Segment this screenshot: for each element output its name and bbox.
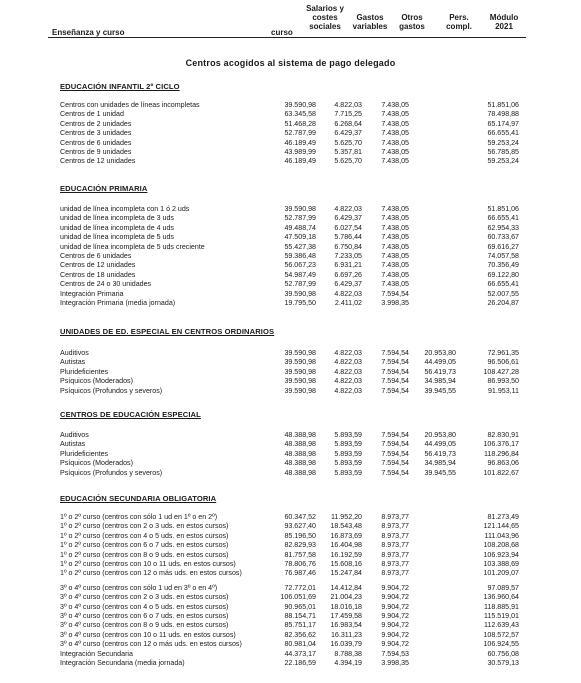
cell-modulo: 59.253,24 (487, 138, 519, 147)
cell-gastos-variables: 5.893,59 (334, 449, 362, 458)
row-label: unidad de línea incompleta de 4 uds (60, 223, 174, 232)
cell-modulo: 108.572,57 (483, 630, 519, 639)
cell-salarios: 51.468,28 (284, 119, 316, 128)
cell-salarios: 39.590,98 (284, 205, 316, 213)
row-label: Plurideficientes (60, 367, 109, 376)
cell-gastos-variables: 11.952,20 (330, 513, 362, 521)
cell-modulo: 66.655,41 (487, 280, 519, 289)
cell-otros-gastos: 9.904,72 (381, 593, 409, 602)
cell-salarios: 39.590,98 (284, 101, 316, 109)
table-row (0, 513, 581, 522)
cell-salarios: 54.987,49 (284, 270, 316, 279)
cell-otros-gastos: 7.438,05 (381, 233, 409, 242)
cell-modulo: 51.851,06 (487, 101, 519, 109)
cell-pers-compl: 34.985,94 (424, 377, 456, 386)
table-row (0, 560, 581, 569)
cell-otros-gastos: 7.438,05 (381, 110, 409, 119)
cell-otros-gastos: 8.973,77 (381, 522, 409, 531)
cell-modulo: 118.296,84 (484, 449, 519, 458)
cell-modulo: 96.863,06 (487, 459, 519, 468)
cell-modulo: 52.007,55 (487, 289, 519, 298)
row-label: unidad de línea incompleta de 5 uds creciente (60, 242, 205, 251)
cell-otros-gastos: 3.998,35 (381, 299, 409, 307)
cell-gastos-variables: 15.608,16 (330, 560, 362, 568)
cell-otros-gastos: 7.438,05 (381, 242, 409, 251)
section-title: UNIDADES DE ED. ESPECIAL EN CENTROS ORDINARIOS (60, 327, 275, 336)
cell-salarios: 82.356,62 (284, 630, 316, 639)
cell-otros-gastos: 7.594,54 (381, 289, 409, 298)
table-row (0, 358, 581, 367)
cell-gastos-variables: 6.697,26 (334, 270, 362, 279)
cell-gastos-variables: 6.750,84 (334, 242, 362, 251)
cell-otros-gastos: 9.904,72 (381, 621, 409, 630)
row-label: unidad de línea incompleta de 3 uds (60, 214, 174, 223)
cell-gastos-variables: 5.893,59 (334, 431, 362, 439)
cell-salarios: 49.488,74 (284, 223, 316, 232)
cell-otros-gastos: 7.438,05 (381, 138, 409, 147)
cell-salarios: 44.373,17 (284, 649, 316, 658)
table-row (0, 387, 581, 396)
cell-modulo: 86.993,50 (487, 377, 519, 386)
cell-otros-gastos: 9.904,72 (381, 612, 409, 620)
cell-salarios: 48.388,98 (284, 468, 316, 477)
cell-salarios: 52.787,99 (284, 214, 316, 223)
cell-salarios: 46.189,49 (284, 157, 316, 166)
row-label: Plurideficientes (60, 449, 109, 458)
header-col-gastos: Gastos variables (352, 13, 388, 31)
cell-otros-gastos: 7.438,05 (381, 214, 409, 223)
cell-modulo: 82.830,91 (487, 431, 519, 439)
table-row (0, 157, 581, 166)
cell-gastos-variables: 6.268,64 (334, 119, 362, 128)
cell-modulo: 59.253,24 (487, 157, 519, 166)
cell-otros-gastos: 7.438,05 (381, 223, 409, 232)
cell-otros-gastos: 7.594,54 (381, 468, 409, 477)
row-label: 1º o 2º curso (centros con 6 o 7 uds. en estos cursos) (60, 541, 229, 550)
cell-otros-gastos: 8.973,77 (381, 513, 409, 521)
cell-modulo: 115.519,01 (484, 612, 519, 620)
row-label: unidad de línea incompleta de 5 uds (60, 233, 174, 242)
cell-gastos-variables: 5.625,70 (334, 157, 362, 166)
cell-modulo: 121.144,65 (483, 522, 519, 531)
row-label: 1º o 2º curso (centros con 10 o 11 uds. en estos cursos) (60, 560, 236, 568)
cell-gastos-variables: 5.625,70 (334, 138, 362, 147)
cell-gastos-variables: 15.247,84 (330, 569, 362, 578)
cell-otros-gastos: 7.438,05 (381, 101, 409, 109)
row-label: Integración Primaria (60, 289, 124, 298)
table-row (0, 139, 581, 148)
cell-gastos-variables: 16.192,59 (330, 550, 362, 559)
cell-salarios: 39.590,98 (284, 349, 316, 357)
cell-gastos-variables: 18.016,18 (330, 602, 362, 611)
row-label: Centros de 1 unidad (60, 110, 124, 119)
header-col-label: Enseñanza y curso (52, 28, 125, 37)
table-row (0, 450, 581, 459)
cell-gastos-variables: 17.459,58 (330, 612, 362, 620)
cell-otros-gastos: 7.594,54 (381, 349, 409, 357)
cell-modulo: 97.089,57 (487, 583, 519, 592)
cell-otros-gastos: 8.973,77 (381, 550, 409, 559)
row-label: 3º o 4º curso (centros con 10 o 11 uds. en estos cursos) (60, 630, 236, 639)
cell-salarios: 63.345,58 (284, 110, 316, 119)
cell-otros-gastos: 7.438,05 (381, 270, 409, 279)
table-row (0, 280, 581, 289)
cell-gastos-variables: 5.357,81 (334, 148, 362, 156)
row-label: 3º o 4º curso (centros con 6 o 7 uds. en estos cursos) (60, 612, 229, 620)
cell-otros-gastos: 8.973,77 (381, 531, 409, 540)
cell-modulo: 62.954,33 (487, 223, 519, 232)
cell-salarios: 48.388,98 (284, 449, 316, 458)
cell-modulo: 66.655,41 (487, 214, 519, 223)
cell-salarios: 55.427,38 (284, 242, 316, 251)
row-label: Centros de 9 unidades (60, 148, 132, 156)
cell-salarios: 90.965,01 (284, 602, 316, 611)
cell-gastos-variables: 8.788,38 (334, 649, 362, 658)
cell-salarios: 88.154,71 (284, 612, 316, 620)
cell-modulo: 74.057,58 (487, 252, 519, 260)
cell-modulo: 106.924,55 (483, 640, 519, 649)
table-row (0, 233, 581, 242)
cell-modulo: 91.953,11 (487, 386, 519, 395)
cell-otros-gastos: 8.973,77 (381, 541, 409, 550)
cell-salarios: 39.590,98 (284, 377, 316, 386)
cell-otros-gastos: 7.438,05 (381, 148, 409, 156)
row-label: Psíquicos (Profundos y severos) (60, 468, 163, 477)
table-row (0, 640, 581, 649)
cell-gastos-variables: 16.873,69 (330, 531, 362, 540)
cell-salarios: 59.386,48 (284, 252, 316, 260)
cell-otros-gastos: 9.904,72 (381, 602, 409, 611)
cell-gastos-variables: 21.004,23 (330, 593, 362, 602)
cell-salarios: 60.347,52 (284, 513, 316, 521)
table-row (0, 532, 581, 541)
cell-salarios: 19.795,50 (284, 299, 316, 307)
table-row (0, 541, 581, 550)
cell-otros-gastos: 7.594,54 (381, 377, 409, 386)
cell-salarios: 76.987,46 (284, 569, 316, 578)
cell-modulo: 136.960,64 (483, 593, 519, 602)
cell-otros-gastos: 7.594,54 (381, 431, 409, 439)
row-label: unidad de línea incompleta con 1 ó 2 uds (60, 205, 190, 213)
section-title: CENTROS DE EDUCACIÓN ESPECIAL (60, 410, 201, 419)
table-row (0, 101, 581, 110)
table-row (0, 368, 581, 377)
row-label: Auditivos (60, 431, 89, 439)
cell-otros-gastos: 3.998,35 (381, 659, 409, 667)
cell-modulo: 118.885,91 (484, 602, 519, 611)
cell-salarios: 47.509,18 (284, 233, 316, 242)
table-row (0, 120, 581, 129)
cell-gastos-variables: 4.822,03 (334, 205, 362, 213)
cell-gastos-variables: 6.027,54 (334, 223, 362, 232)
section-title: EDUCACIÓN SECUNDARIA OBLIGATORIA (60, 494, 217, 503)
row-label: Centros de 3 unidades (60, 129, 132, 138)
cell-salarios: 46.189,49 (284, 138, 316, 147)
cell-otros-gastos: 8.973,77 (381, 569, 409, 578)
cell-modulo: 78.498,88 (487, 110, 519, 119)
cell-salarios: 39.590,98 (284, 289, 316, 298)
cell-otros-gastos: 7.594,54 (381, 386, 409, 395)
row-label: Integración Secundaria (media jornada) (60, 659, 185, 667)
row-label: Psíquicos (Moderados) (60, 459, 133, 468)
cell-gastos-variables: 18.543,48 (330, 522, 362, 531)
cell-gastos-variables: 6.429,37 (334, 280, 362, 289)
cell-gastos-variables: 4.822,03 (334, 386, 362, 395)
table-row (0, 129, 581, 138)
row-label: 3º o 4º curso (centros con 8 o 9 uds. en estos cursos) (60, 621, 229, 630)
cell-salarios: 39.590,98 (284, 358, 316, 367)
cell-gastos-variables: 7.715,25 (334, 110, 362, 119)
row-label: Autistas (60, 440, 86, 449)
cell-modulo: 108.427,28 (483, 367, 519, 376)
cell-salarios: 48.388,98 (284, 459, 316, 468)
cell-salarios: 85.751,17 (284, 621, 316, 630)
cell-modulo: 56.785,85 (487, 148, 519, 156)
row-label: Centros de 24 o 30 unidades (60, 280, 152, 289)
cell-otros-gastos: 7.594,54 (381, 449, 409, 458)
row-label: Centros de 12 unidades (60, 261, 136, 270)
cell-gastos-variables: 16.311,23 (330, 630, 362, 639)
cell-otros-gastos: 7.594,54 (381, 358, 409, 367)
cell-gastos-variables: 4.822,03 (334, 289, 362, 298)
cell-gastos-variables: 14.412,84 (330, 583, 362, 592)
cell-pers-compl: 44.499,05 (424, 440, 456, 449)
cell-otros-gastos: 7.438,05 (381, 129, 409, 138)
cell-otros-gastos: 7.594,54 (381, 459, 409, 468)
section-title: EDUCACIÓN PRIMARIA (60, 184, 148, 193)
table-row (0, 551, 581, 560)
cell-gastos-variables: 7.233,05 (334, 252, 362, 260)
table-row (0, 243, 581, 252)
row-label: Centros de 6 unidades (60, 138, 132, 147)
cell-gastos-variables: 4.822,03 (334, 377, 362, 386)
table-row (0, 650, 581, 659)
cell-modulo: 60.756,08 (487, 649, 519, 658)
cell-gastos-variables: 5.893,59 (334, 440, 362, 449)
cell-salarios: 52.787,99 (284, 280, 316, 289)
row-label: Psíquicos (Profundos y severos) (60, 386, 163, 395)
cell-salarios: 52.787,99 (284, 129, 316, 138)
cell-modulo: 65.174,97 (487, 119, 519, 128)
table-row (0, 290, 581, 299)
cell-otros-gastos: 7.438,05 (381, 205, 409, 213)
cell-gastos-variables: 5.786,44 (334, 233, 362, 242)
cell-salarios: 80.981,04 (284, 640, 316, 649)
cell-gastos-variables: 4.822,03 (334, 358, 362, 367)
cell-modulo: 69.616,27 (487, 242, 519, 251)
table-row (0, 631, 581, 640)
cell-salarios: 48.388,98 (284, 431, 316, 439)
cell-modulo: 70.356,49 (487, 261, 519, 270)
cell-pers-compl: 39.945,55 (424, 468, 456, 477)
cell-otros-gastos: 9.904,72 (381, 640, 409, 649)
table-row (0, 469, 581, 478)
table-row (0, 299, 581, 308)
table-row (0, 110, 581, 119)
cell-otros-gastos: 7.594,54 (381, 367, 409, 376)
cell-otros-gastos: 7.594,53 (381, 649, 409, 658)
cell-salarios: 43.989,99 (284, 148, 316, 156)
header-col-curso: curso (271, 28, 293, 37)
table-row (0, 459, 581, 468)
header-col-pers: Pers. compl. (446, 13, 472, 31)
table-row (0, 252, 581, 261)
cell-pers-compl: 56.419,73 (424, 449, 456, 458)
cell-modulo: 26.204,87 (487, 299, 519, 307)
cell-salarios: 78.806,76 (284, 560, 316, 568)
cell-modulo: 108.208,68 (483, 541, 519, 550)
cell-modulo: 103.388,69 (483, 560, 519, 568)
cell-gastos-variables: 5.893,59 (334, 459, 362, 468)
cell-gastos-variables: 16.039,79 (330, 640, 362, 649)
cell-pers-compl: 44.499,05 (424, 358, 456, 367)
row-label: 3º o 4º curso (centros con 4 o 5 uds. en estos cursos) (60, 602, 229, 611)
row-label: Centros con unidades de líneas incompletas (60, 101, 200, 109)
row-label: Centros de 6 unidades (60, 252, 132, 260)
cell-salarios: 93.627,40 (284, 522, 316, 531)
row-label: 3º o 4º curso (centros con 2 o 3 uds. en estos cursos) (60, 593, 229, 602)
table-row (0, 522, 581, 531)
row-label: 1º o 2º curso (centros con sólo 1 ud en 1º o en 2º) (60, 513, 218, 521)
cell-otros-gastos: 7.438,05 (381, 119, 409, 128)
header-col-otros: Otros gastos (399, 13, 425, 31)
row-label: Centros de 2 unidades (60, 119, 132, 128)
cell-gastos-variables: 4.822,03 (334, 349, 362, 357)
cell-salarios: 106.051,69 (280, 593, 316, 602)
row-label: Integración Secundaria (60, 649, 133, 658)
cell-modulo: 106.923,94 (483, 550, 519, 559)
cell-otros-gastos: 9.904,72 (381, 630, 409, 639)
cell-salarios: 39.590,98 (284, 367, 316, 376)
cell-modulo: 101.209,07 (483, 569, 519, 578)
cell-modulo: 69.122,80 (487, 270, 519, 279)
cell-modulo: 111.043,96 (484, 531, 519, 540)
table-row (0, 148, 581, 157)
cell-modulo: 112.639,43 (484, 621, 519, 630)
cell-pers-compl: 56.419,73 (424, 367, 456, 376)
table-row (0, 271, 581, 280)
row-label: 3º o 4º curso (centros con sólo 1 ud en 3º o en 4º) (60, 583, 218, 592)
section-title: EDUCACIÓN INFANTIL 2º CICLO (60, 82, 180, 91)
cell-otros-gastos: 7.438,05 (381, 157, 409, 166)
cell-modulo: 72.961,35 (487, 349, 519, 357)
cell-otros-gastos: 7.438,05 (381, 252, 409, 260)
cell-otros-gastos: 7.438,05 (381, 261, 409, 270)
cell-gastos-variables: 4.822,03 (334, 101, 362, 109)
cell-otros-gastos: 7.438,05 (381, 280, 409, 289)
cell-pers-compl: 20.953,80 (424, 431, 456, 439)
cell-pers-compl: 39.945,55 (424, 386, 456, 395)
cell-otros-gastos: 7.594,54 (381, 440, 409, 449)
row-label: Psíquicos (Moderados) (60, 377, 133, 386)
cell-modulo: 51.851,06 (487, 205, 519, 213)
cell-salarios: 39.590,98 (284, 386, 316, 395)
cell-otros-gastos: 9.904,72 (381, 583, 409, 592)
cell-pers-compl: 34.985,94 (424, 459, 456, 468)
table-row (0, 593, 581, 602)
row-label: Autistas (60, 358, 86, 367)
cell-modulo: 96.506,61 (487, 358, 519, 367)
table-row (0, 621, 581, 630)
table-row (0, 377, 581, 386)
cell-gastos-variables: 4.822,03 (334, 367, 362, 376)
cell-gastos-variables: 16.404,98 (330, 541, 362, 550)
cell-modulo: 101.822,67 (483, 468, 519, 477)
table-row (0, 659, 581, 668)
cell-modulo: 81.273,49 (487, 513, 519, 521)
table-row (0, 349, 581, 358)
table-row (0, 584, 581, 593)
cell-salarios: 82.829,93 (284, 541, 316, 550)
cell-modulo: 106.376,17 (483, 440, 519, 449)
row-label: Integración Primaria (media jornada) (60, 299, 176, 307)
table-row (0, 261, 581, 270)
row-label: Centros de 12 unidades (60, 157, 136, 166)
cell-modulo: 30.579,13 (487, 659, 519, 667)
table-row (0, 612, 581, 621)
cell-pers-compl: 20.953,80 (424, 349, 456, 357)
cell-salarios: 81.757,58 (284, 550, 316, 559)
cell-gastos-variables: 5.893,59 (334, 468, 362, 477)
cell-gastos-variables: 4.394,19 (334, 659, 362, 667)
row-label: 3º o 4º curso (centros con 12 o más uds. en estos cursos) (60, 640, 242, 649)
cell-gastos-variables: 6.931,21 (334, 261, 362, 270)
table-row (0, 205, 581, 214)
cell-salarios: 48.388,98 (284, 440, 316, 449)
table-row (0, 440, 581, 449)
table-row (0, 569, 581, 578)
cell-gastos-variables: 6.429,37 (334, 214, 362, 223)
cell-modulo: 60.733,67 (487, 233, 519, 242)
cell-gastos-variables: 16.983,54 (330, 621, 362, 630)
table-row (0, 224, 581, 233)
table-row (0, 214, 581, 223)
header-rule (48, 37, 526, 38)
cell-otros-gastos: 8.973,77 (381, 560, 409, 568)
cell-modulo: 66.655,41 (487, 129, 519, 138)
cell-gastos-variables: 6.429,37 (334, 129, 362, 138)
header-col-salarios: Salarios y costes sociales (306, 4, 344, 31)
header-col-modulo: Módulo 2021 (489, 13, 519, 31)
cell-gastos-variables: 2.411,02 (334, 299, 362, 307)
cell-salarios: 56.067,23 (284, 261, 316, 270)
page-subtitle: Centros acogidos al sistema de pago delegado (185, 58, 396, 68)
row-label: 1º o 2º curso (centros con 4 o 5 uds. en estos cursos) (60, 531, 229, 540)
cell-salarios: 72.772,01 (284, 583, 316, 592)
row-label: Centros de 18 unidades (60, 270, 136, 279)
cell-salarios: 85.196,50 (284, 531, 316, 540)
cell-salarios: 22.186,59 (284, 659, 316, 667)
row-label: 1º o 2º curso (centros con 12 o más uds. en estos cursos) (60, 569, 242, 578)
table-row (0, 603, 581, 612)
row-label: 1º o 2º curso (centros con 8 o 9 uds. en estos cursos) (60, 550, 229, 559)
table-row (0, 431, 581, 440)
row-label: 1º o 2º curso (centros con 2 o 3 uds. en estos cursos) (60, 522, 229, 531)
row-label: Auditivos (60, 349, 89, 357)
